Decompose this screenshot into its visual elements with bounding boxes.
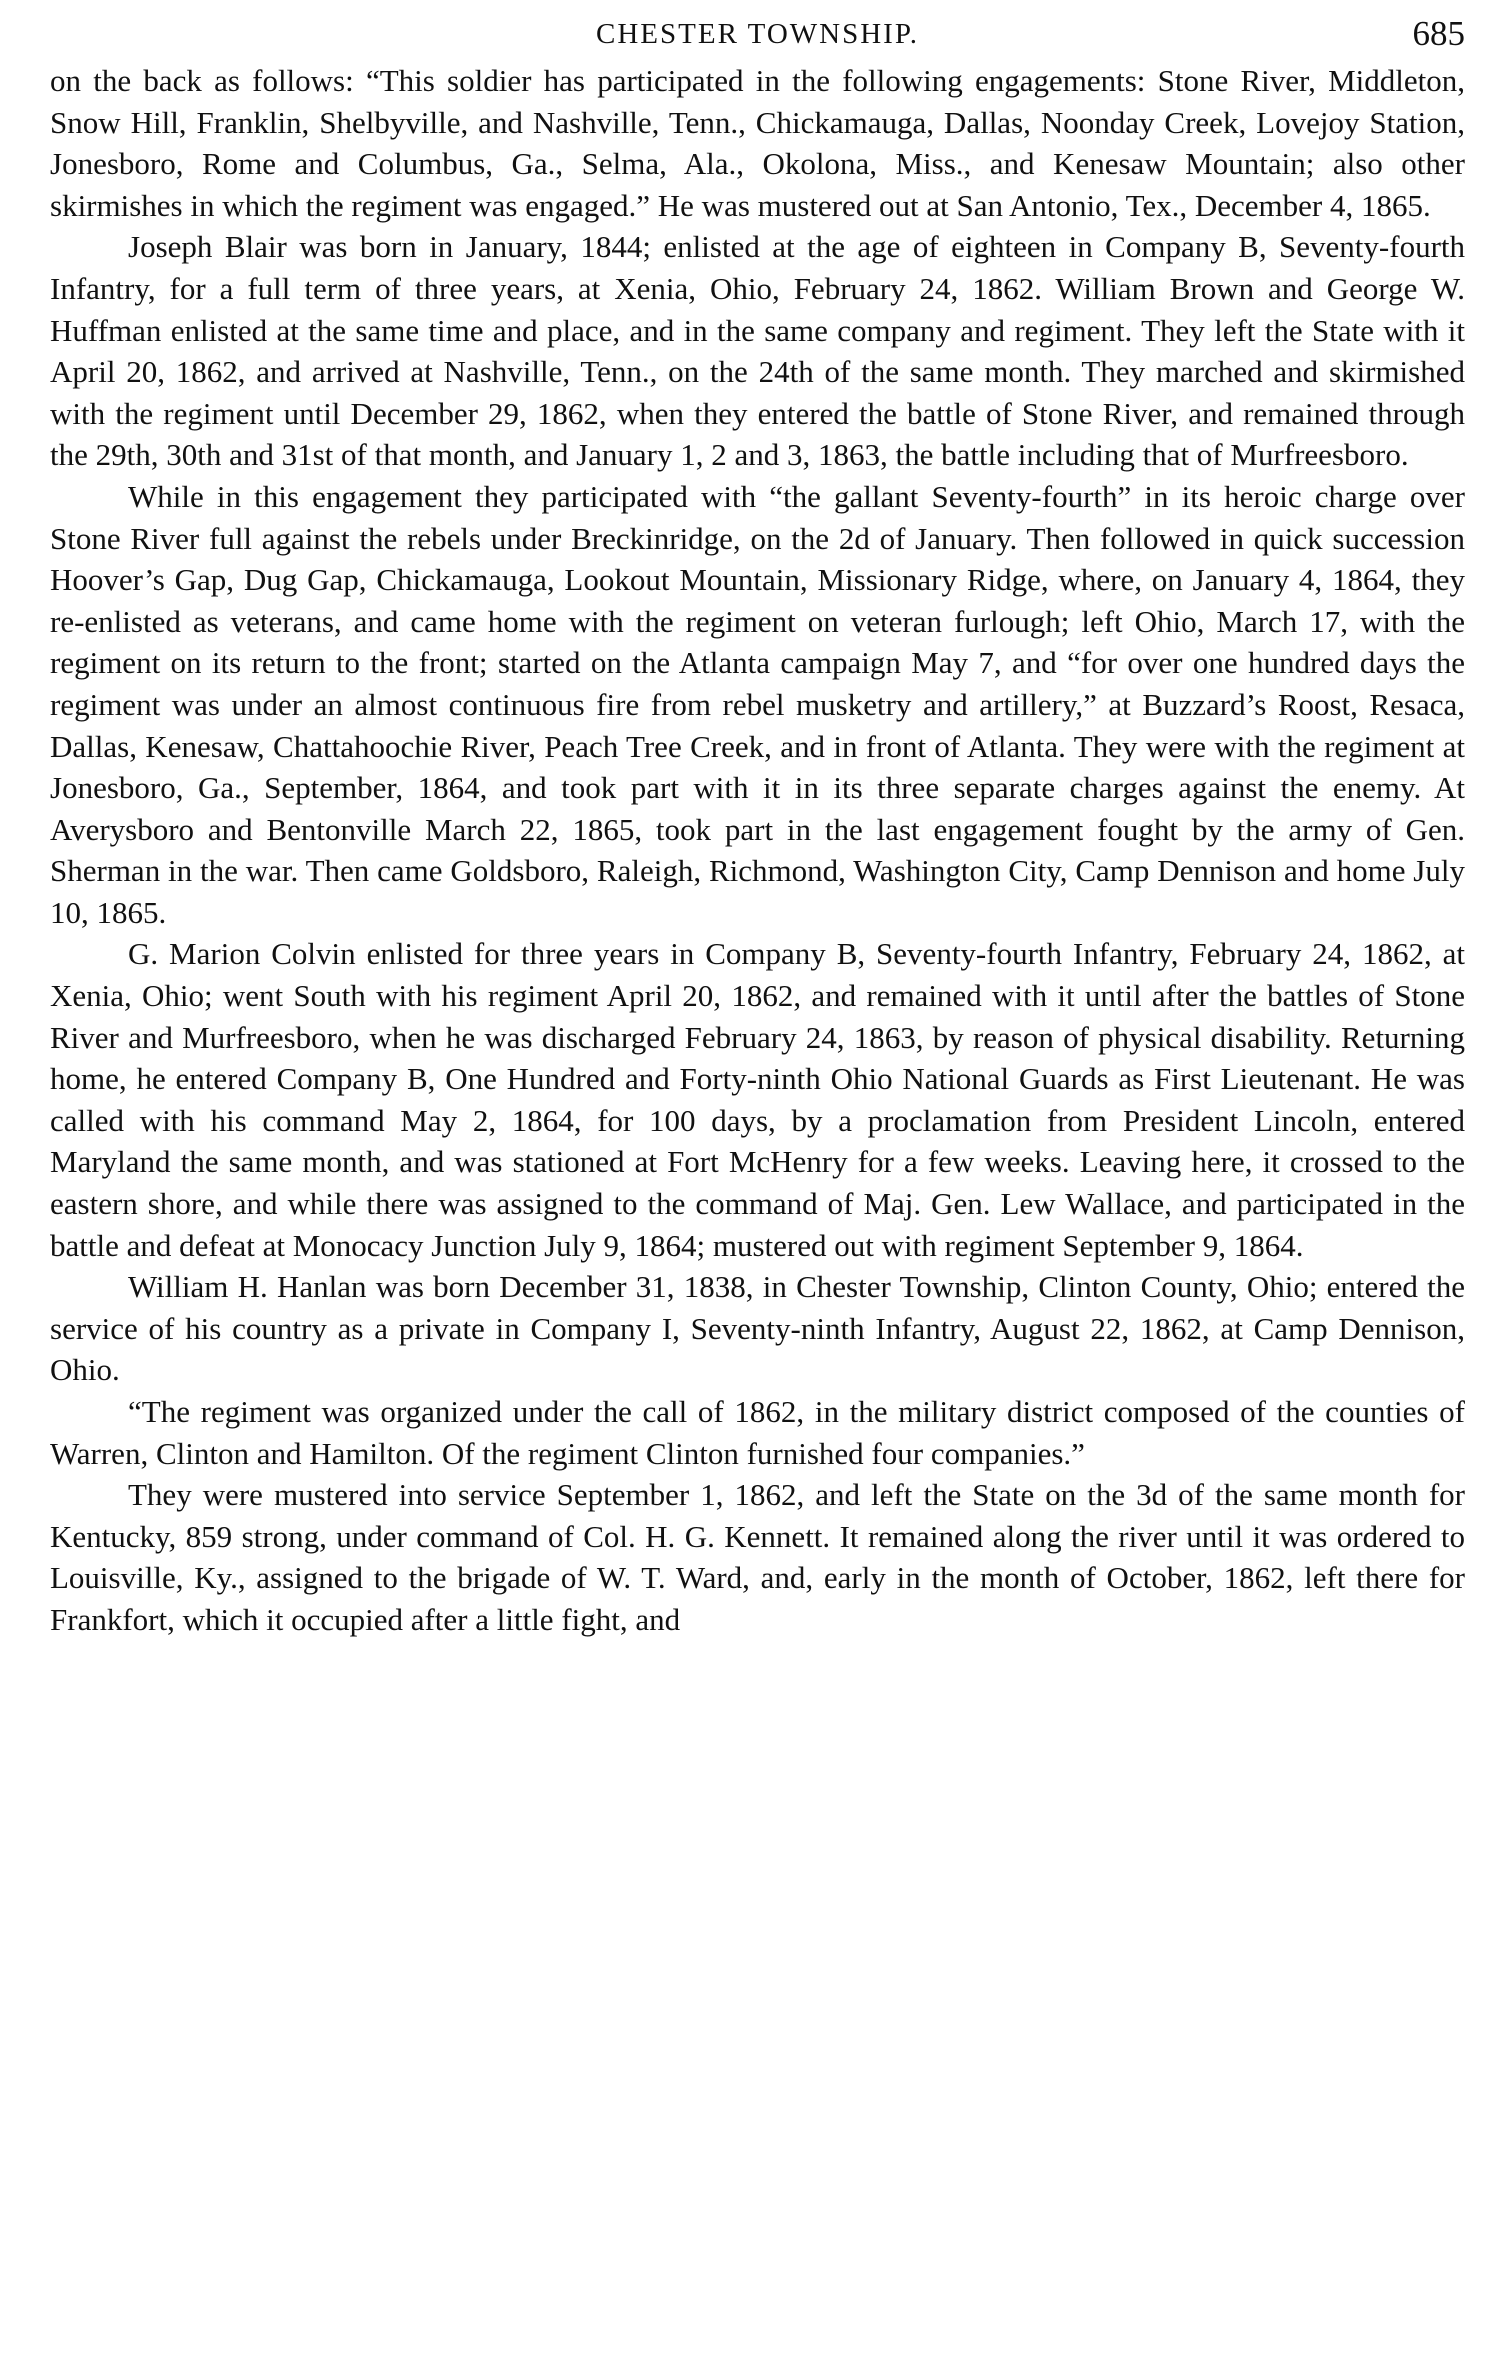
running-title: CHESTER TOWNSHIP. — [596, 18, 919, 50]
page-number: 685 — [1412, 14, 1465, 53]
paragraph-william-hanlan: William H. Hanlan was born December 31, 1838, in Chester Township, Clinton County, Ohio; entered the service of his country as a private in Company I, Seventy-ninth Infantry, August 22, 1862, at Camp Dennison, Ohio. — [50, 1269, 1465, 1388]
body-text — [50, 60, 1465, 1641]
running-head — [50, 10, 1465, 58]
paragraph-continuation: on the back as follows: “This soldier has participated in the following engagements: Stone River, Middleton, Snow Hill, Franklin, Shelbyville, and Nashville, Tenn., Chickamauga, Dallas, Noonday Creek, Lovejoy Station, Jonesboro, Rome and Columbus, Ga., Selma, Ala., Okolona, Miss., and Kenesaw Mountain; also other skirmishes in which the regiment was engaged.” He was mustered out at San Antonio, Tex., December 4, 1865. — [50, 63, 1465, 223]
paragraph-muster: They were mustered into service September 1, 1862, and left the State on the 3d of the same month for Kentucky, 859 strong, under command of Col. H. G. Kennett. It remained along the river until it was ordered to Louisville, Ky., assigned to the brigade of W. T. Ward, and, early in the month of October, 1862, left there for Frankfort, which it occupied after a little fight, and — [50, 1477, 1465, 1637]
paragraph-joseph-blair: Joseph Blair was born in January, 1844; enlisted at the age of eighteen in Company B, Seventy-fourth Infantry, for a full term of three years, at Xenia, Ohio, February 24, 1862. William Brown and George W. Huffman enlisted at the same time and place, and in the same company and regiment. They left the State with it April 20, 1862, and arrived at Nashville, Tenn., on the 24th of the same month. They marched and skirmished with the regiment until December 29, 1862, when they entered the battle of Stone River, and remained through the 29th, 30th and 31st of that month, and January 1, 2 and 3, 1863, the battle including that of Murfreesboro. — [50, 229, 1465, 473]
paragraph-marion-colvin: G. Marion Colvin enlisted for three years in Company B, Seventy-fourth Infantry, February 24, 1862, at Xenia, Ohio; went South with his regiment April 20, 1862, and remained with it until after the battles of Stone River and Murfreesboro, when he was discharged February 24, 1863, by reason of physical disability. Returning home, he entered Company B, One Hundred and Forty-ninth Ohio National Guards as First Lieutenant. He was called with his command May 2, 1864, for 100 days, by a proclamation from President Lincoln, entered Maryland the same month, and was stationed at Fort McHenry for a few weeks. Leaving here, it crossed to the eastern shore, and while there was assigned to the command of Maj. Gen. Lew Wallace, and participated in the battle and defeat at Monocacy Junction July 9, 1864; mustered out with regiment September 9, 1864. — [50, 936, 1465, 1263]
paragraph-regiment-quote: “The regiment was organized under the call of 1862, in the military district composed of the counties of Warren, Clinton and Hamilton. Of the regiment Clinton furnished four companies.” — [50, 1394, 1465, 1471]
paragraph-engagements: While in this engagement they participated with “the gallant Seventy-fourth” in its heroic charge over Stone River full against the rebels under Breckinridge, on the 2d of January. Then followed in quick succession Hoover’s Gap, Dug Gap, Chickamauga, Lookout Mountain, Missionary Ridge, where, on January 4, 1864, they re-enlisted as veterans, and came home with the regiment on veteran furlough; left Ohio, March 17, with the regiment on its return to the front; started on the Atlanta campaign May 7, and “for over one hundred days the regiment was under an almost continuous fire from rebel musketry and artillery,” at Buzzard’s Roost, Resaca, Dallas, Kenesaw, Chattahoochie River, Peach Tree Creek, and in front of Atlanta. They were with the regiment at Jonesboro, Ga., September, 1864, and took part with it in its three separate charges against the enemy. At Averysboro and Bentonville March 22, 1865, took part in the last engagement fought by the army of Gen. Sherman in the war. Then came Goldsboro, Raleigh, Richmond, Washington City, Camp Dennison and home July 10, 1865. — [50, 478, 1465, 930]
